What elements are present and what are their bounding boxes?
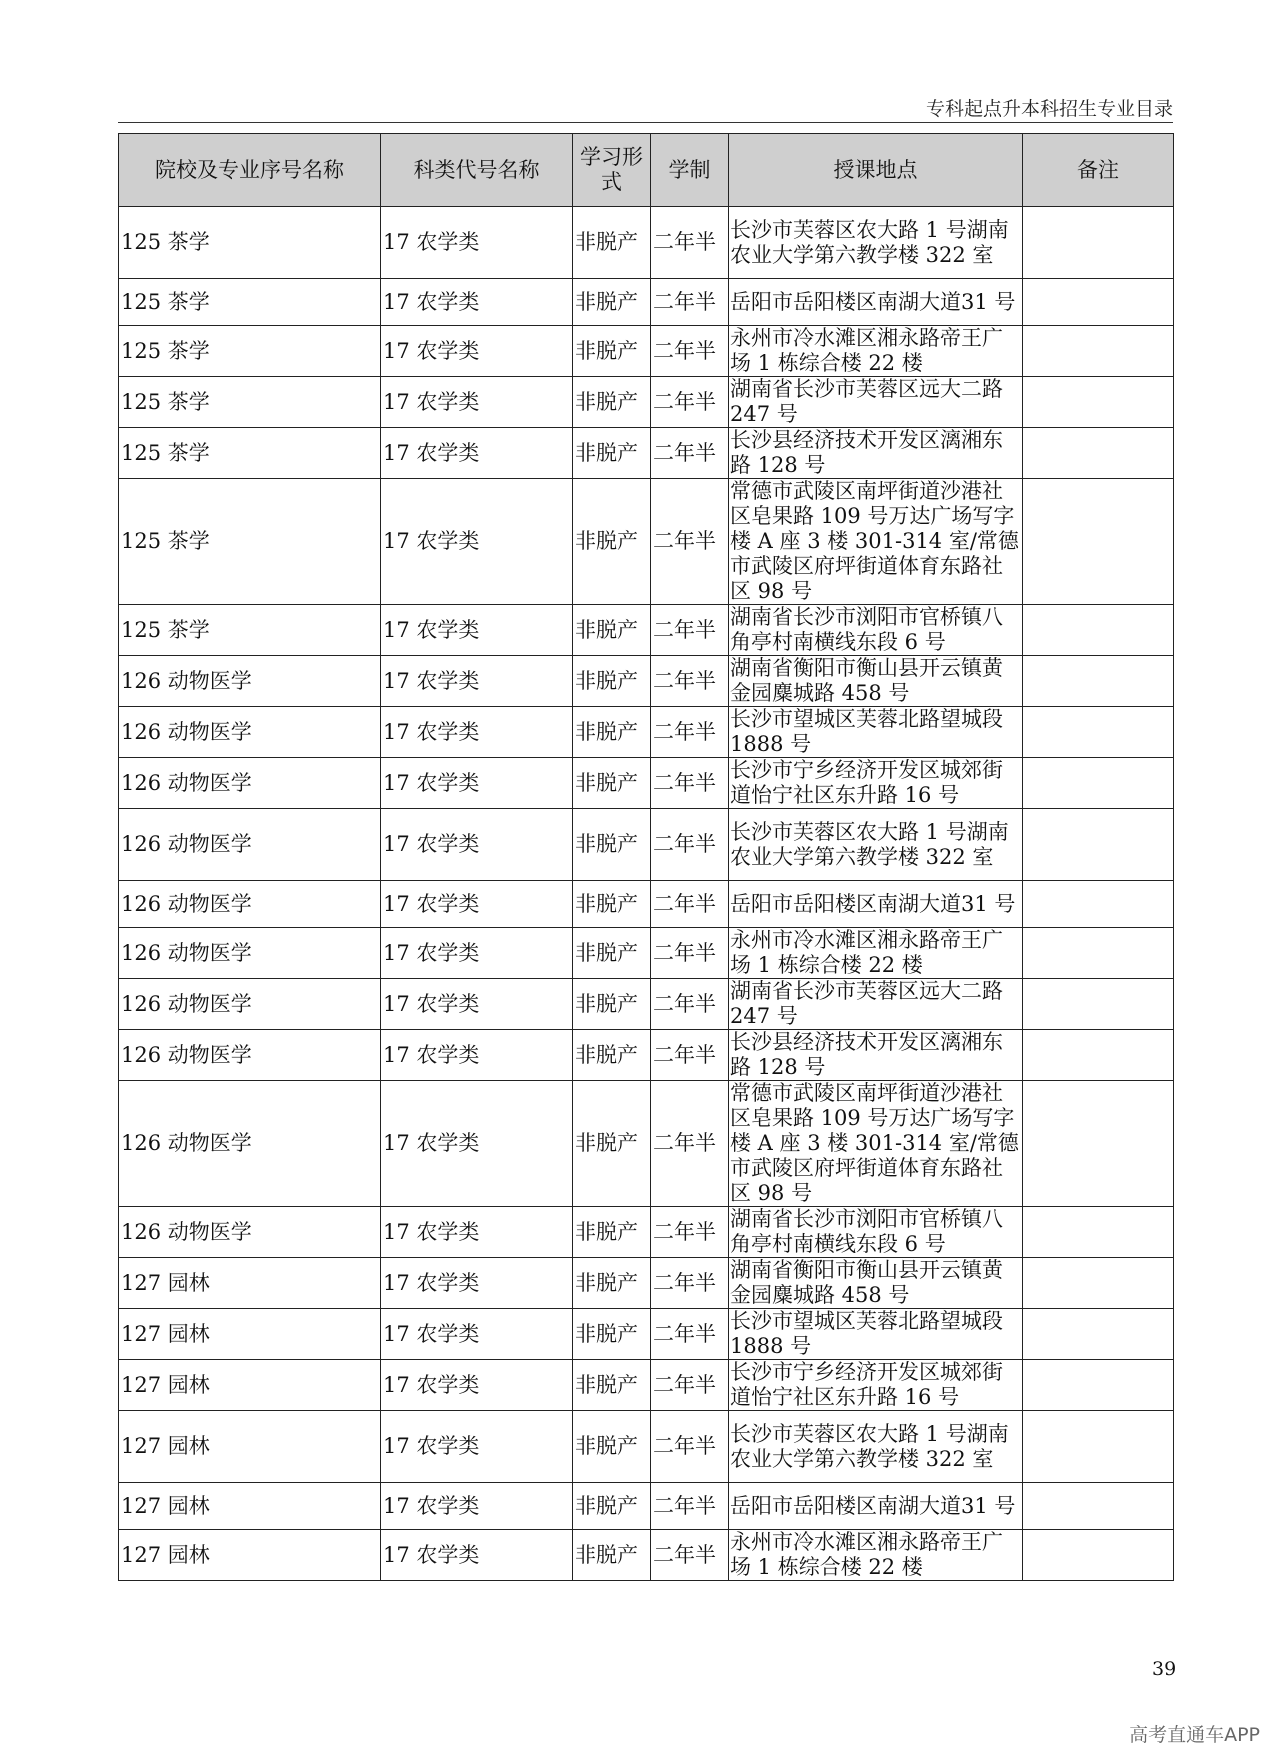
table-row	[119, 809, 1174, 881]
note-cell	[1023, 707, 1174, 758]
note-cell	[1023, 979, 1174, 1030]
table-row	[119, 605, 1174, 656]
note-cell	[1023, 279, 1174, 326]
note-cell	[1023, 1411, 1174, 1483]
study-form-cell: 非脱产	[573, 326, 651, 377]
location-cell: 永州市冷水滩区湘永路帝王广场 1 栋综合楼 22 楼	[729, 326, 1023, 377]
watermark: 高考直通车APP	[1129, 1724, 1260, 1746]
category-cell: 17 农学类	[381, 928, 573, 979]
location-cell: 长沙市宁乡经济开发区城郊街道怡宁社区东升路 16 号	[729, 758, 1023, 809]
note-cell	[1023, 881, 1174, 928]
location-cell: 岳阳市岳阳楼区南湖大道31 号	[729, 1483, 1023, 1530]
duration-cell: 二年半	[651, 758, 729, 809]
duration-cell: 二年半	[651, 656, 729, 707]
duration-cell: 二年半	[651, 1483, 729, 1530]
location-cell: 长沙县经济技术开发区漓湘东路 128 号	[729, 1030, 1023, 1081]
location-cell: 岳阳市岳阳楼区南湖大道31 号	[729, 881, 1023, 928]
category-cell: 17 农学类	[381, 1081, 573, 1207]
study-form-cell: 非脱产	[573, 479, 651, 605]
table-row	[119, 758, 1174, 809]
duration-cell: 二年半	[651, 979, 729, 1030]
column-header-location: 授课地点	[729, 134, 1023, 207]
location-cell: 永州市冷水滩区湘永路帝王广场 1 栋综合楼 22 楼	[729, 928, 1023, 979]
study-form-cell: 非脱产	[573, 1258, 651, 1309]
duration-cell: 二年半	[651, 1081, 729, 1207]
major-cell: 127 园林	[119, 1411, 381, 1483]
table-row	[119, 1530, 1174, 1581]
major-cell: 126 动物医学	[119, 881, 381, 928]
duration-cell: 二年半	[651, 809, 729, 881]
duration-cell: 二年半	[651, 605, 729, 656]
category-cell: 17 农学类	[381, 881, 573, 928]
major-cell: 126 动物医学	[119, 758, 381, 809]
note-cell	[1023, 605, 1174, 656]
major-cell: 126 动物医学	[119, 979, 381, 1030]
note-cell	[1023, 758, 1174, 809]
study-form-cell: 非脱产	[573, 1081, 651, 1207]
duration-cell: 二年半	[651, 207, 729, 279]
location-cell: 长沙市芙蓉区农大路 1 号湖南农业大学第六教学楼 322 室	[729, 809, 1023, 881]
major-cell: 127 园林	[119, 1483, 381, 1530]
table-header-row	[119, 134, 1174, 207]
duration-cell: 二年半	[651, 1030, 729, 1081]
table-row	[119, 377, 1174, 428]
duration-cell: 二年半	[651, 1530, 729, 1581]
category-cell: 17 农学类	[381, 1258, 573, 1309]
category-cell: 17 农学类	[381, 605, 573, 656]
note-cell	[1023, 1530, 1174, 1581]
note-cell	[1023, 377, 1174, 428]
location-cell: 湖南省衡阳市衡山县开云镇黄金园麋城路 458 号	[729, 656, 1023, 707]
major-cell: 127 园林	[119, 1360, 381, 1411]
location-cell: 湖南省长沙市芙蓉区远大二路 247 号	[729, 979, 1023, 1030]
study-form-cell: 非脱产	[573, 1207, 651, 1258]
study-form-cell: 非脱产	[573, 1411, 651, 1483]
category-cell: 17 农学类	[381, 207, 573, 279]
duration-cell: 二年半	[651, 377, 729, 428]
duration-cell: 二年半	[651, 279, 729, 326]
major-cell: 125 茶学	[119, 428, 381, 479]
location-cell: 永州市冷水滩区湘永路帝王广场 1 栋综合楼 22 楼	[729, 1530, 1023, 1581]
location-cell: 湖南省长沙市浏阳市官桥镇八角亭村南横线东段 6 号	[729, 1207, 1023, 1258]
major-cell: 126 动物医学	[119, 656, 381, 707]
note-cell	[1023, 1030, 1174, 1081]
study-form-cell: 非脱产	[573, 1360, 651, 1411]
table-row	[119, 1411, 1174, 1483]
note-cell	[1023, 809, 1174, 881]
table-row	[119, 1207, 1174, 1258]
note-cell	[1023, 479, 1174, 605]
location-cell: 长沙县经济技术开发区漓湘东路 128 号	[729, 428, 1023, 479]
study-form-cell: 非脱产	[573, 1530, 651, 1581]
study-form-cell: 非脱产	[573, 1309, 651, 1360]
major-cell: 127 园林	[119, 1258, 381, 1309]
major-cell: 126 动物医学	[119, 809, 381, 881]
major-cell: 126 动物医学	[119, 1081, 381, 1207]
table-row	[119, 279, 1174, 326]
table-row	[119, 707, 1174, 758]
category-cell: 17 农学类	[381, 758, 573, 809]
study-form-cell: 非脱产	[573, 428, 651, 479]
major-catalog-table	[118, 133, 1174, 1581]
location-cell: 长沙市望城区芙蓉北路望城段 1888 号	[729, 707, 1023, 758]
study-form-cell: 非脱产	[573, 809, 651, 881]
major-cell: 125 茶学	[119, 207, 381, 279]
table-row	[119, 326, 1174, 377]
location-cell: 岳阳市岳阳楼区南湖大道31 号	[729, 279, 1023, 326]
study-form-cell: 非脱产	[573, 979, 651, 1030]
location-cell: 湖南省长沙市芙蓉区远大二路 247 号	[729, 377, 1023, 428]
duration-cell: 二年半	[651, 1207, 729, 1258]
column-header-category: 科类代号名称	[381, 134, 573, 207]
major-cell: 125 茶学	[119, 377, 381, 428]
duration-cell: 二年半	[651, 707, 729, 758]
major-cell: 125 茶学	[119, 605, 381, 656]
duration-cell: 二年半	[651, 1309, 729, 1360]
location-cell: 长沙市望城区芙蓉北路望城段 1888 号	[729, 1309, 1023, 1360]
category-cell: 17 农学类	[381, 809, 573, 881]
study-form-cell: 非脱产	[573, 1030, 651, 1081]
location-cell: 常德市武陵区南坪街道沙港社区皂果路 109 号万达广场写字楼 A 座 3 楼 301-314 室/常德市武陵区府坪街道体育东路社区 98 号	[729, 1081, 1023, 1207]
study-form-cell: 非脱产	[573, 707, 651, 758]
column-header-duration: 学制	[651, 134, 729, 207]
header-divider	[118, 122, 1173, 123]
major-cell: 126 动物医学	[119, 928, 381, 979]
column-header-note: 备注	[1023, 134, 1174, 207]
duration-cell: 二年半	[651, 928, 729, 979]
column-header-major: 院校及专业序号名称	[119, 134, 381, 207]
category-cell: 17 农学类	[381, 979, 573, 1030]
table-row	[119, 928, 1174, 979]
table-row	[119, 1360, 1174, 1411]
major-cell: 127 园林	[119, 1530, 381, 1581]
study-form-cell: 非脱产	[573, 207, 651, 279]
category-cell: 17 农学类	[381, 428, 573, 479]
duration-cell: 二年半	[651, 428, 729, 479]
category-cell: 17 农学类	[381, 1411, 573, 1483]
note-cell	[1023, 1483, 1174, 1530]
location-cell: 长沙市宁乡经济开发区城郊街道怡宁社区东升路 16 号	[729, 1360, 1023, 1411]
location-cell: 湖南省衡阳市衡山县开云镇黄金园麋城路 458 号	[729, 1258, 1023, 1309]
note-cell	[1023, 1258, 1174, 1309]
note-cell	[1023, 428, 1174, 479]
table-row	[119, 1483, 1174, 1530]
category-cell: 17 农学类	[381, 279, 573, 326]
category-cell: 17 农学类	[381, 1207, 573, 1258]
study-form-cell: 非脱产	[573, 656, 651, 707]
note-cell	[1023, 1207, 1174, 1258]
location-cell: 长沙市芙蓉区农大路 1 号湖南农业大学第六教学楼 322 室	[729, 207, 1023, 279]
duration-cell: 二年半	[651, 326, 729, 377]
location-cell: 长沙市芙蓉区农大路 1 号湖南农业大学第六教学楼 322 室	[729, 1411, 1023, 1483]
study-form-cell: 非脱产	[573, 928, 651, 979]
note-cell	[1023, 656, 1174, 707]
table-row	[119, 1258, 1174, 1309]
study-form-cell: 非脱产	[573, 279, 651, 326]
table-row	[119, 881, 1174, 928]
duration-cell: 二年半	[651, 1258, 729, 1309]
note-cell	[1023, 207, 1174, 279]
study-form-cell: 非脱产	[573, 605, 651, 656]
major-cell: 127 园林	[119, 1309, 381, 1360]
study-form-cell: 非脱产	[573, 377, 651, 428]
table-row	[119, 1081, 1174, 1207]
major-cell: 126 动物医学	[119, 1207, 381, 1258]
category-cell: 17 农学类	[381, 656, 573, 707]
table-row	[119, 428, 1174, 479]
major-cell: 126 动物医学	[119, 1030, 381, 1081]
category-cell: 17 农学类	[381, 1030, 573, 1081]
note-cell	[1023, 1081, 1174, 1207]
location-cell: 常德市武陵区南坪街道沙港社区皂果路 109 号万达广场写字楼 A 座 3 楼 301-314 室/常德市武陵区府坪街道体育东路社区 98 号	[729, 479, 1023, 605]
location-cell: 湖南省长沙市浏阳市官桥镇八角亭村南横线东段 6 号	[729, 605, 1023, 656]
duration-cell: 二年半	[651, 479, 729, 605]
column-header-study-form: 学习形式	[573, 134, 651, 207]
major-cell: 126 动物医学	[119, 707, 381, 758]
major-cell: 125 茶学	[119, 326, 381, 377]
category-cell: 17 农学类	[381, 1360, 573, 1411]
note-cell	[1023, 928, 1174, 979]
major-cell: 125 茶学	[119, 479, 381, 605]
category-cell: 17 农学类	[381, 707, 573, 758]
study-form-cell: 非脱产	[573, 758, 651, 809]
note-cell	[1023, 1360, 1174, 1411]
table-row	[119, 656, 1174, 707]
category-cell: 17 农学类	[381, 479, 573, 605]
note-cell	[1023, 1309, 1174, 1360]
study-form-cell: 非脱产	[573, 881, 651, 928]
category-cell: 17 农学类	[381, 1309, 573, 1360]
note-cell	[1023, 326, 1174, 377]
table-row	[119, 979, 1174, 1030]
page-header-title: 专科起点升本科招生专业目录	[925, 98, 1173, 120]
major-cell: 125 茶学	[119, 279, 381, 326]
duration-cell: 二年半	[651, 1411, 729, 1483]
table-row	[119, 1030, 1174, 1081]
table-row	[119, 479, 1174, 605]
duration-cell: 二年半	[651, 881, 729, 928]
duration-cell: 二年半	[651, 1360, 729, 1411]
category-cell: 17 农学类	[381, 1530, 573, 1581]
category-cell: 17 农学类	[381, 377, 573, 428]
category-cell: 17 农学类	[381, 1483, 573, 1530]
study-form-cell: 非脱产	[573, 1483, 651, 1530]
table-row	[119, 1309, 1174, 1360]
table-row	[119, 207, 1174, 279]
category-cell: 17 农学类	[381, 326, 573, 377]
page-number: 39	[1152, 1658, 1177, 1680]
